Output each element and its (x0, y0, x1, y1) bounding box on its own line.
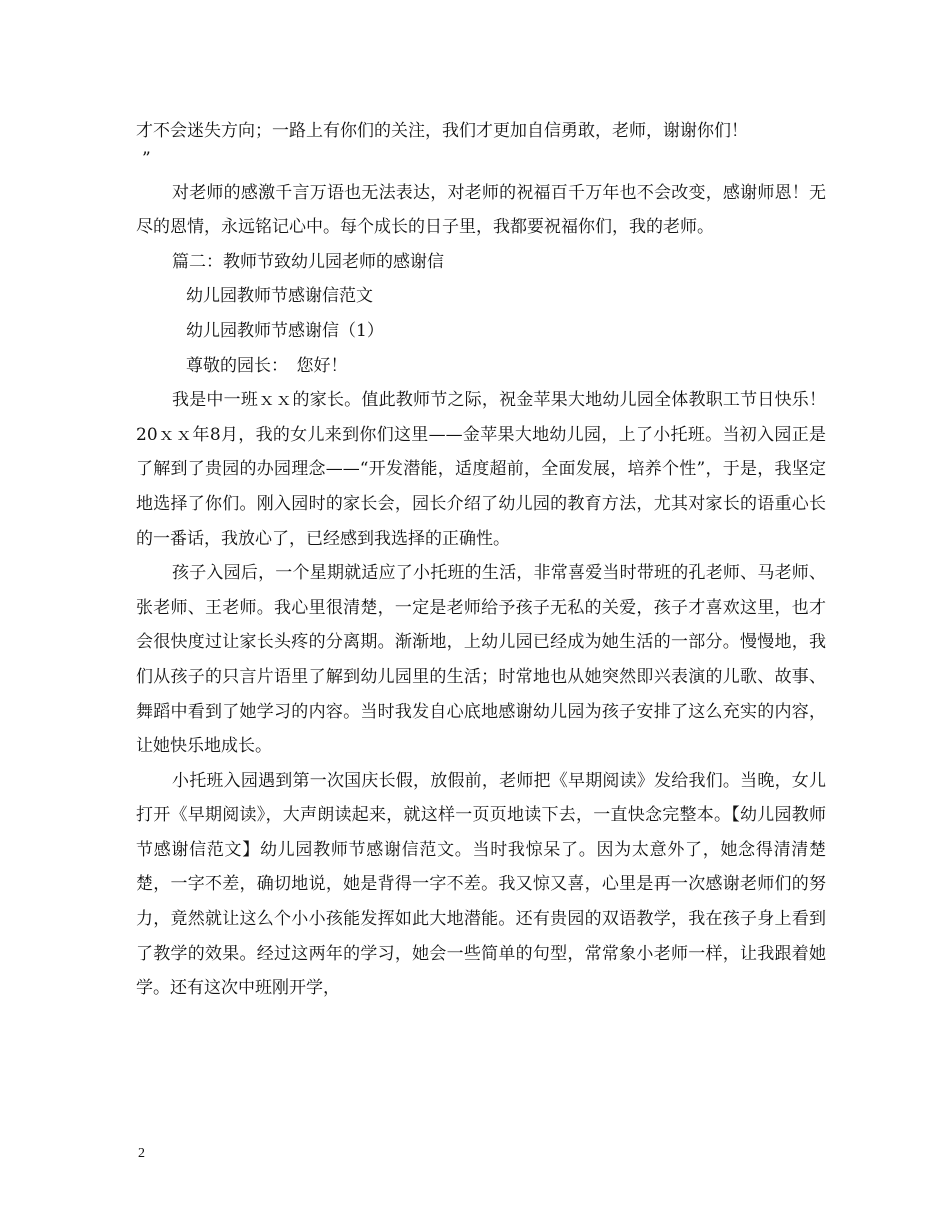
paragraph-introduction: 我是中一班ｘｘ的家长。值此教师节之际，祝金苹果大地幼儿园全体教职工节日快乐！20ｘｘ年8月，我的女儿来到你们这里——金苹果大地幼儿园，上了小托班。当初入园正是了解到了贵园的办园理念——“开发潜能，适度超前，全面发展，培养个性”，于是，我坚定地选择了你们。刚入园时的家长会，园长介绍了幼儿园的教育方法，尤其对家长的语重心长的一番话，我放心了，已经感到我选择的正确性。 (136, 390, 826, 549)
subheading-sample: 幼儿园教师节感谢信范文 (186, 286, 373, 307)
body-text (136, 114, 826, 1006)
paragraph-continuation: 才不会迷失方向；一路上有你们的关注，我们才更加自信勇敢，老师，谢谢你们！ (136, 121, 748, 141)
section-heading: 篇二：教师节致幼儿园老师的感谢信 (172, 251, 444, 272)
letter-salutation: 尊敬的园长： 您好！ (186, 355, 348, 376)
paragraph-gratitude: 对老师的感激千言万语也无法表达，对老师的祝福百千万年也不会改变，感谢师恩！无尽的恩情，永远铭记心中。每个成长的日子里，我都要祝福你们，我的老师。 (136, 182, 826, 238)
paragraph-holiday-reading: 小托班入园遇到第一次国庆长假，放假前，老师把《早期阅读》发给我们。当晚，女儿打开《早期阅读》，大声朗读起来，就这样一页页地读下去，一直快念完整本。【幼儿园教师节感谢信范文】幼儿园教师节感谢信范文。当时我惊呆了。因为太意外了，她念得清清楚楚，一字不差，确切地说，她是背得一字不差。我又惊又喜，心里是再一次感谢老师们的努力，竟然就让这么个小小孩能发挥如此大地潜能。还有贵园的双语教学，我在孩子身上看到了教学的效果。经过这两年的学习，她会一些简单的句型，常常象小老师一样，让我跟着她学。还有这次中班刚开学， (136, 770, 826, 999)
subheading-letter-1: 幼儿园教师节感谢信（1） (186, 320, 384, 341)
page-number: 2 (138, 1146, 145, 1161)
paragraph-adjustment: 孩子入园后，一个星期就适应了小托班的生活，非常喜爱当时带班的孔老师、马老师、张老师、王老师。我心里很清楚，一定是老师给予孩子无私的关爱，孩子才喜欢这里，也才会很快度过让家长头疼的分离期。渐渐地，上幼儿园已经成为她生活的一部分。慢慢地，我们从孩子的只言片语里了解到幼儿园里的生活；时常地也从她突然即兴表演的儿歌、故事、舞蹈中看到了她学习的内容。当时我发自心底地感谢幼儿园为孩子安排了这么充实的内容，让她快乐地成长。 (136, 563, 826, 757)
closing-quote-mark: ” (142, 148, 151, 169)
